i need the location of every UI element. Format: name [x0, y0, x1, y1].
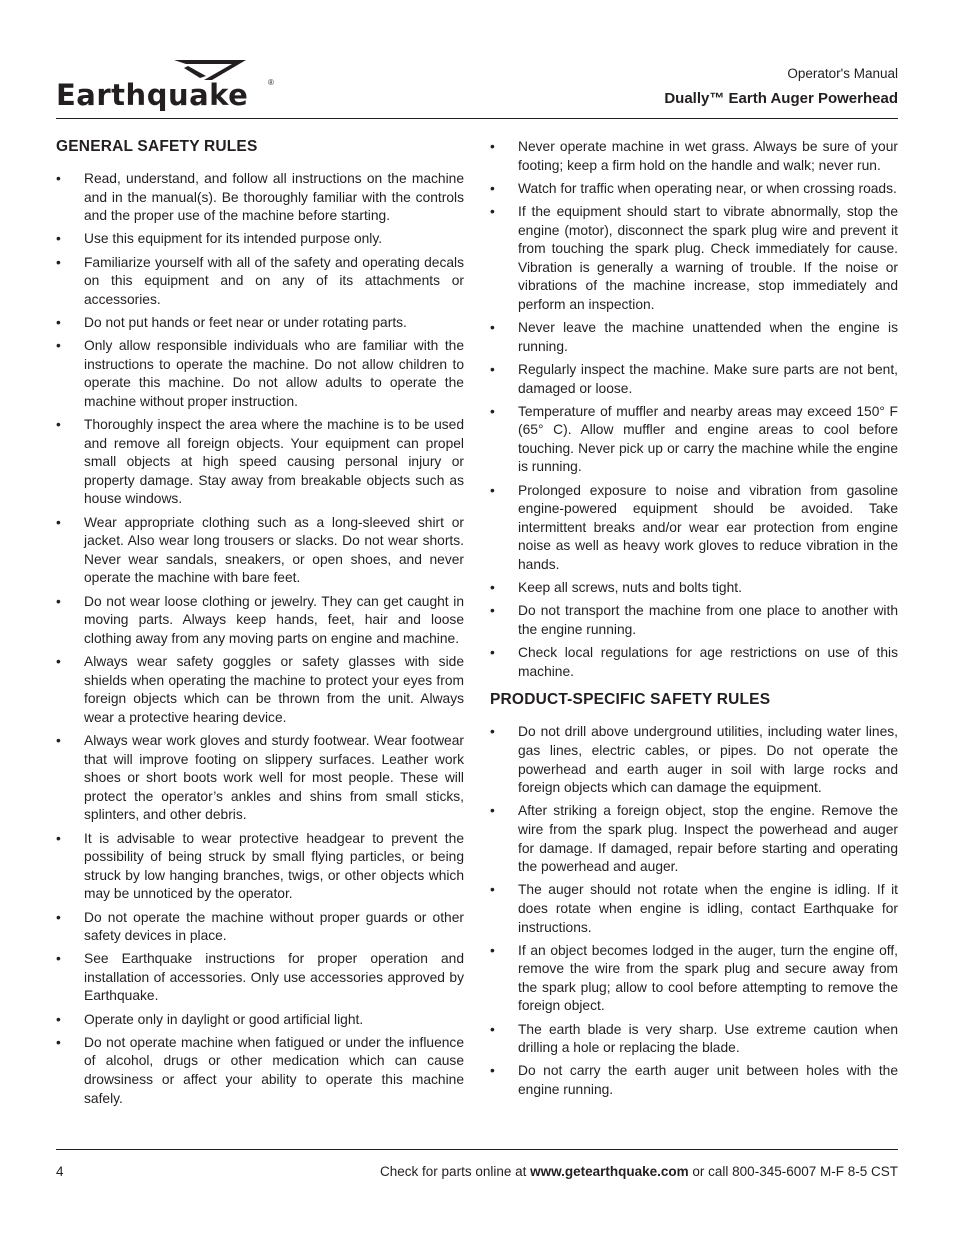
list-item [56, 593, 464, 649]
list-item-text: Always wear work gloves and sturdy footwear. Wear footwear that will improve footing on slippery surfaces. Leather work shoes or short boots work well for most people. These will protect the operator’s ankles and shins from small sticks, splinters, and other debris. [84, 732, 464, 823]
list-item [56, 830, 464, 904]
footer-contact [380, 1164, 898, 1179]
bullet-icon: • [56, 231, 61, 247]
list-item-text: After striking a foreign object, stop the engine. Remove the wire from the spark plug. Inspect the powerhead and auger for damage. If damaged, repair before starting and operating the powerhead and auger. [518, 803, 898, 875]
list-item-text: The earth blade is very sharp. Use extreme caution when drilling a hole or replacing the blade. [518, 1021, 898, 1056]
list-item-text: Do not transport the machine from one place to another with the engine running. [518, 603, 898, 637]
bullet-icon: • [56, 1034, 61, 1050]
list-item-text: If the equipment should start to vibrate abnormally, stop the engine (motor), disconnect the spark plug wire and prevent it from touching the spark plug. Check immediately for cause. Vibration is generally a warning of trouble. If the noise or vibrations of the machine increase, stop immediately and perform an inspection. [518, 203, 898, 312]
list-item-text: If an object becomes lodged in the auger, turn the engine off, remove the wire from the spark plug and secure away from the spark plug; allow to cool before attempting to remove the foreign object. [518, 942, 898, 1014]
list-item-text: Operate only in daylight or good artificial light. [84, 1011, 364, 1027]
earthquake-logo [56, 54, 278, 116]
bullet-icon: • [56, 171, 61, 186]
list-item-text: It is advisable to wear protective headgear to prevent the possibility of being struck by small flying particles, or being struck by low hanging branches, twigs, or other objects which may be unnoticed by the operator. [84, 830, 464, 902]
bullet-icon: • [490, 1021, 495, 1037]
bullet-icon: • [490, 361, 495, 377]
list-item-text: Keep all screws, nuts and bolts tight. [518, 580, 742, 596]
bullet-icon: • [490, 603, 495, 619]
list-item-text: Only allow responsible individuals who are familiar with the instructions to operate the machine. Do not allow children to operate this machine. Do not allow adults to operate the machine without proper instruction. [84, 338, 464, 409]
bullet-icon: • [56, 593, 61, 609]
list-item-text: Never operate machine in wet grass. Always be sure of your footing; keep a firm hold on the handle and walk; never run. [518, 139, 898, 173]
list-item [490, 723, 898, 797]
list-item [56, 230, 464, 249]
manual-label: Operator's Manual [787, 66, 898, 81]
list-item [490, 403, 898, 477]
list-item-text: Prolonged exposure to noise and vibration from gasoline engine-powered equipment should be avoided. Take intermittent breaks and/or wear ear protection from engine noise as well as heavy work gloves to reduce vibration in the hands. [518, 482, 898, 573]
product-safety-heading: PRODUCT-SPECIFIC SAFETY RULES [490, 691, 771, 709]
list-item [56, 337, 464, 411]
registered-mark: ® [268, 78, 274, 87]
bullet-icon: • [490, 203, 495, 219]
list-item-text: The auger should not rotate when the engine is idling. If it does rotate when engine is idling, contact Earthquake for instructions. [518, 882, 898, 935]
list-item [56, 732, 464, 825]
general-safety-list-continued [490, 138, 898, 681]
list-item [56, 950, 464, 1006]
bullet-icon: • [56, 314, 61, 330]
bullet-icon: • [490, 803, 495, 819]
list-item-text: Watch for traffic when operating near, or when crossing roads. [518, 180, 897, 196]
bullet-icon: • [56, 1011, 61, 1027]
bullet-icon: • [56, 514, 61, 530]
bullet-icon: • [490, 645, 495, 661]
list-item [490, 644, 898, 681]
list-item-text: Check local regulations for age restrictions on use of this machine. [518, 645, 898, 679]
bullet-icon: • [56, 909, 61, 925]
list-item [490, 1062, 898, 1099]
bullet-icon: • [490, 403, 495, 419]
left-column [56, 138, 464, 1113]
list-item-text: Do not wear loose clothing or jewelry. They can get caught in moving parts. Always keep hands, feet, hair and loose clothing away from any moving parts on engine and machine. [84, 593, 464, 646]
header-divider [56, 118, 898, 119]
bullet-icon: • [490, 139, 495, 154]
list-item-text: Do not drill above underground utilities, including water lines, gas lines, electric cables, or pipes. Do not operate the powerhead and earth auger in soil with large rocks and foreign objects which can damage the equipment. [518, 724, 898, 796]
list-item-text: Read, understand, and follow all instructions on the machine and in the manual(s). Be thoroughly familiar with the controls and the proper use of the machine before starting. [84, 171, 464, 224]
bullet-icon: • [56, 654, 61, 669]
bullet-icon: • [490, 580, 495, 596]
list-item [490, 203, 898, 315]
bullet-icon: • [490, 882, 495, 898]
bullet-icon: • [490, 482, 495, 498]
list-item [490, 482, 898, 575]
list-item [56, 1011, 464, 1030]
list-item-text: Always wear safety goggles or safety glasses with side shields when operating the machine to protect your eyes from foreign objects which can be thrown from the unit. Always wear a protective hearing device. [84, 654, 464, 725]
list-item [490, 802, 898, 876]
list-item [490, 881, 898, 937]
list-item [490, 942, 898, 1016]
footer-divider [56, 1149, 898, 1150]
list-item-text: Familiarize yourself with all of the safety and operating decals on this equipment and on any of its attachments or accessories. [84, 254, 464, 307]
website-link[interactable]: www.getearthquake.com [530, 1164, 689, 1179]
list-item [56, 909, 464, 946]
list-item-text: Thoroughly inspect the area where the machine is to be used and remove all foreign objects. Your equipment can propel small objects at high speed causing personal injury or property damage. Stay away from breakable objects such as house windows. [84, 417, 464, 507]
logo-wordmark: Earthquake [56, 78, 249, 112]
bullet-icon: • [56, 417, 61, 433]
list-item [490, 361, 898, 398]
bullet-icon: • [56, 338, 61, 354]
page-number: 4 [56, 1164, 64, 1179]
list-item [56, 314, 464, 333]
footer-prefix: Check for parts online at [380, 1164, 531, 1179]
list-item-text: Never leave the machine unattended when the engine is running. [518, 320, 898, 354]
bullet-icon: • [490, 180, 495, 196]
list-item-text: Wear appropriate clothing such as a long-sleeved shirt or jacket. Also wear long trousers or slacks. Do not wear shorts. Never wear sandals, sneakers, or open shoes, and never operate the machine with bare feet. [84, 514, 464, 586]
list-item-text: Regularly inspect the machine. Make sure parts are not bent, damaged or loose. [518, 361, 898, 396]
list-item [490, 138, 898, 175]
bullet-icon: • [56, 830, 61, 846]
list-item [56, 416, 464, 509]
product-title: Dually™ Earth Auger Powerhead [664, 90, 898, 107]
product-safety-list [490, 723, 898, 1099]
list-item [490, 602, 898, 639]
list-item [56, 1034, 464, 1108]
bullet-icon: • [56, 951, 61, 967]
footer-suffix: or call 800-345-6007 M-F 8-5 CST [688, 1164, 898, 1179]
list-item-text: See Earthquake instructions for proper operation and installation of accessories. Only use accessories approved by Earthquake. [84, 951, 464, 1004]
bullet-icon: • [490, 942, 495, 958]
list-item [56, 653, 464, 727]
bullet-icon: • [56, 254, 61, 270]
bullet-icon: • [490, 1063, 495, 1079]
list-item-text: Do not operate machine when fatigued or under the influence of alcohol, drugs or other medication which can cause drowsiness or affect your ability to operate this machine safely. [84, 1034, 464, 1106]
list-item [490, 1021, 898, 1058]
list-item-text: Do not operate the machine without proper guards or other safety devices in place. [84, 909, 464, 944]
list-item [490, 579, 898, 598]
list-item [490, 319, 898, 356]
general-safety-heading: GENERAL SAFETY RULES [56, 138, 258, 155]
list-item-text: Use this equipment for its intended purpose only. [84, 231, 383, 247]
general-safety-list [56, 170, 464, 1108]
list-item [56, 170, 464, 226]
list-item [490, 180, 898, 199]
list-item-text: Temperature of muffler and nearby areas may exceed 150° F (65° C). Allow muffler and engine areas to cool before touching. Never pick up or carry the machine while the engine is running. [518, 403, 898, 475]
right-column [490, 138, 898, 1104]
bullet-icon: • [490, 320, 495, 336]
page-header [56, 50, 898, 120]
list-item [56, 514, 464, 588]
list-item [56, 254, 464, 310]
list-item-text: Do not put hands or feet near or under rotating parts. [84, 314, 407, 330]
list-item-text: Do not carry the earth auger unit between holes with the engine running. [518, 1063, 898, 1098]
bullet-icon: • [490, 724, 495, 740]
bullet-icon: • [56, 732, 61, 748]
